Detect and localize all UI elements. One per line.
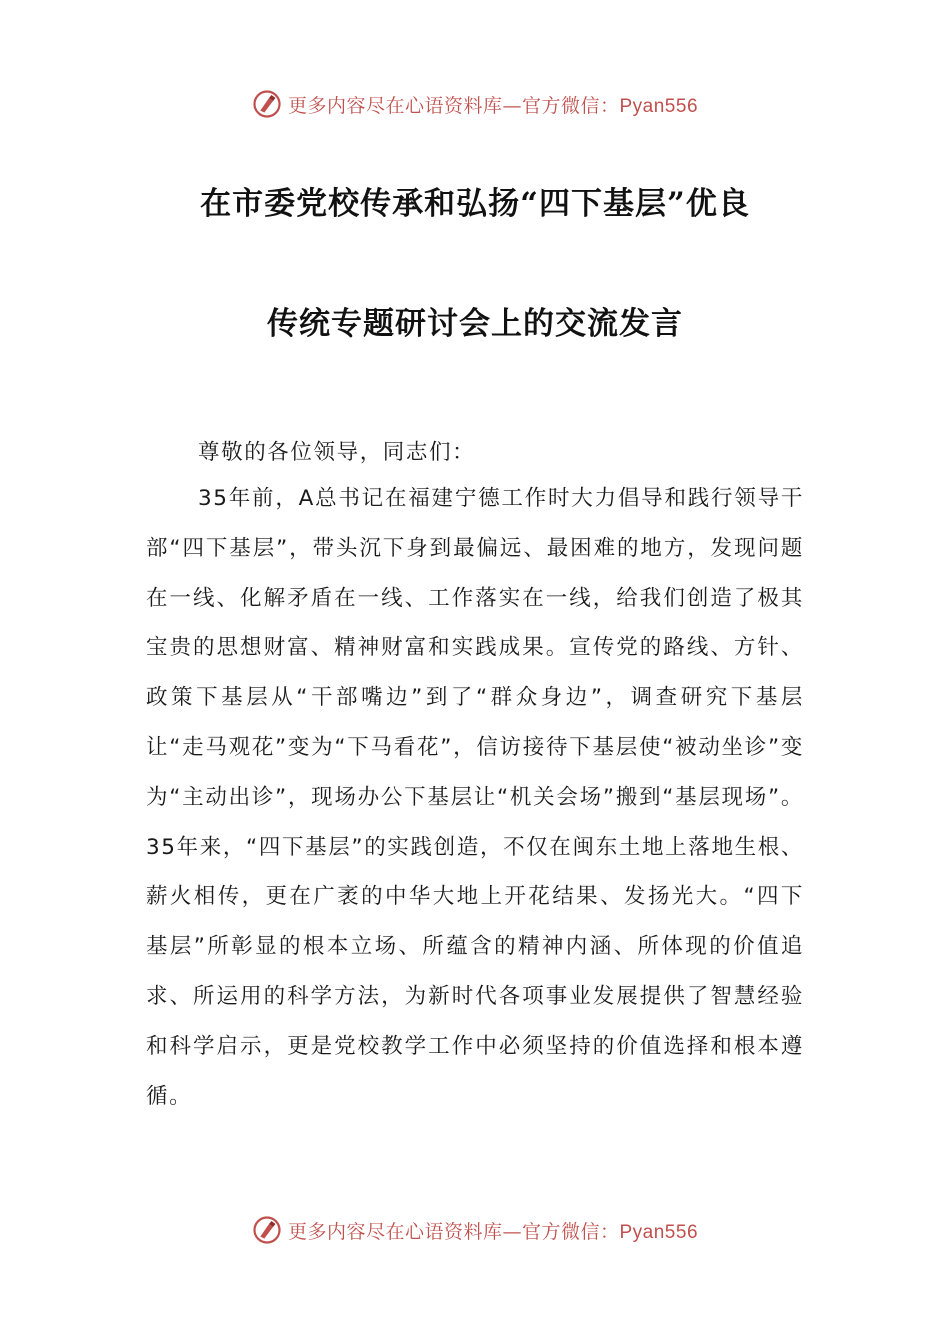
document-title-line-2: 传统专题研讨会上的交流发言 bbox=[267, 306, 683, 342]
pen-nib-icon bbox=[252, 1215, 282, 1245]
watermark-wechat-id: Pyan556 bbox=[619, 1221, 699, 1243]
pen-nib-icon bbox=[252, 89, 282, 119]
header-watermark bbox=[0, 84, 950, 124]
body-paragraph-1: 35年前，A总书记在福建宁德工作时大力倡导和践行领导干部“四下基层”，带头沉下身到最偏远、最困难的地方，发现问题在一线、化解矛盾在一线、工作落实在一线，给我们创造了极其宝贵的思想财富、精神财富和实践成果。宣传党的路线、方针、政策下基层从“干部嘴边”到了“群众身边”，调查研究下基层让“走马观花”变为“下马看花”，信访接待下基层使“被动坐诊”变为“主动出诊”，现场办公下基层让“机关会场”搬到“基层现场”。35年来，“四下基层”的实践创造，不仅在闽东土地上落地生根、薪火相传，更在广袤的中华大地上开花结果、发扬光大。“四下基层”所彰显的根本立场、所蕴含的精神内涵、所体现的价值追求、所运用的科学方法，为新时代各项事业发展提供了智慧经验和科学启示，更是党校教学工作中必须坚持的价值选择和根本遵循。 bbox=[146, 486, 804, 1109]
watermark-text: 更多内容尽在心语资料库—官方微信： bbox=[287, 94, 620, 117]
footer-watermark bbox=[0, 1210, 950, 1250]
watermark-wechat-id: Pyan556 bbox=[619, 95, 699, 117]
watermark-text: 更多内容尽在心语资料库—官方微信： bbox=[287, 1220, 620, 1243]
salutation: 尊敬的各位领导，同志们： bbox=[198, 440, 476, 465]
document-title-line-1: 在市委党校传承和弘扬“四下基层”优良 bbox=[200, 186, 750, 222]
